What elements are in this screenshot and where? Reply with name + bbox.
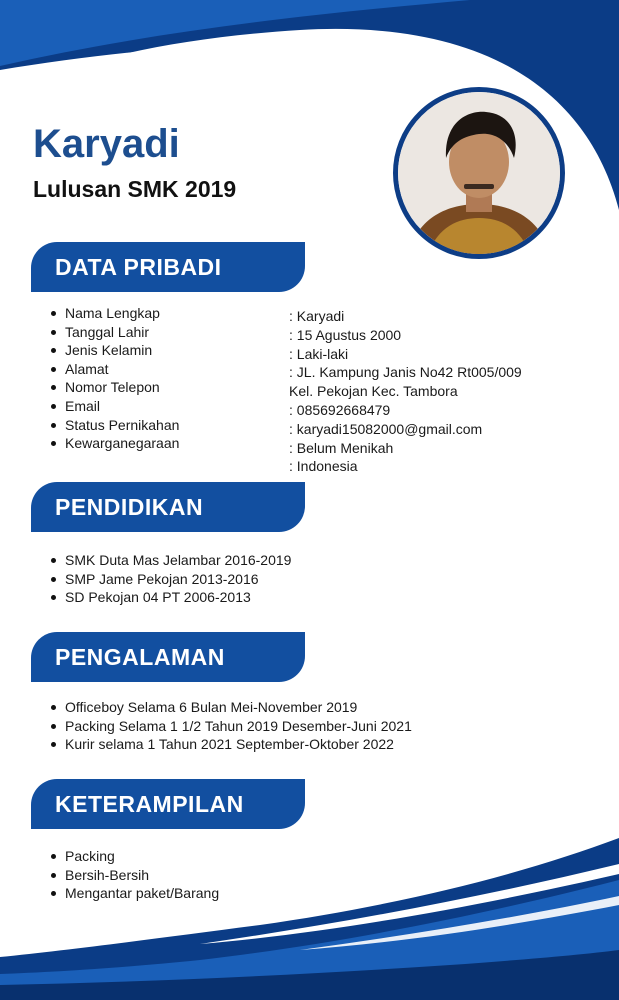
value-item: : 15 Agustus 2000 xyxy=(289,326,402,343)
list-item: Nomor Telepon xyxy=(49,378,179,397)
value-item: : JL. Kampung Janis No42 Rt005/009 xyxy=(289,364,522,381)
list-item: SD Pekojan 04 PT 2006-2013 xyxy=(49,588,291,607)
list-item: Alamat xyxy=(49,360,179,379)
list-item: Kurir selama 1 Tahun 2021 September-Oktober 2022 xyxy=(49,735,412,754)
person-name: Karyadi xyxy=(33,122,180,166)
value-item: : Indonesia xyxy=(289,458,358,475)
section-title-experience: PENGALAMAN xyxy=(31,632,305,682)
list-item: Mengantar paket/Barang xyxy=(49,884,219,903)
value-item: : 085692668479 xyxy=(289,401,391,418)
value-item: : Karyadi xyxy=(289,308,345,324)
list-item: Tanggal Lahir xyxy=(49,323,179,342)
list-item: Packing xyxy=(49,847,219,866)
list-item: Email xyxy=(49,397,179,416)
personal-labels xyxy=(49,304,179,453)
skills-list xyxy=(49,847,219,903)
list-item: Packing Selama 1 1/2 Tahun 2019 Desember-Juni 2021 xyxy=(49,717,412,736)
list-item: Jenis Kelamin xyxy=(49,341,179,360)
section-title-personal: DATA PRIBADI xyxy=(31,242,305,292)
section-title-skills: KETERAMPILAN xyxy=(31,779,305,829)
list-item: SMP Jame Pekojan 2013-2016 xyxy=(49,570,291,589)
value-item: Kel. Pekojan Kec. Tambora xyxy=(289,383,458,400)
person-subtitle: Lulusan SMK 2019 xyxy=(33,176,237,202)
person-silhouette-icon xyxy=(398,92,560,254)
section-title-education: PENDIDIKAN xyxy=(31,482,305,532)
list-item: Nama Lengkap xyxy=(49,304,179,323)
personal-values xyxy=(289,307,522,476)
value-item: : Laki-laki xyxy=(289,345,349,362)
list-item: Bersih-Bersih xyxy=(49,866,219,885)
list-item: SMK Duta Mas Jelambar 2016-2019 xyxy=(49,551,291,570)
list-item: Status Pernikahan xyxy=(49,416,179,435)
value-item: : karyadi15082000@gmail.com xyxy=(289,420,483,437)
profile-photo xyxy=(393,87,565,259)
experience-list xyxy=(49,698,412,754)
value-item: : Belum Menikah xyxy=(289,439,394,456)
list-item: Kewarganegaraan xyxy=(49,434,179,453)
list-item: Officeboy Selama 6 Bulan Mei-November 2019 xyxy=(49,698,412,717)
education-list xyxy=(49,551,291,607)
